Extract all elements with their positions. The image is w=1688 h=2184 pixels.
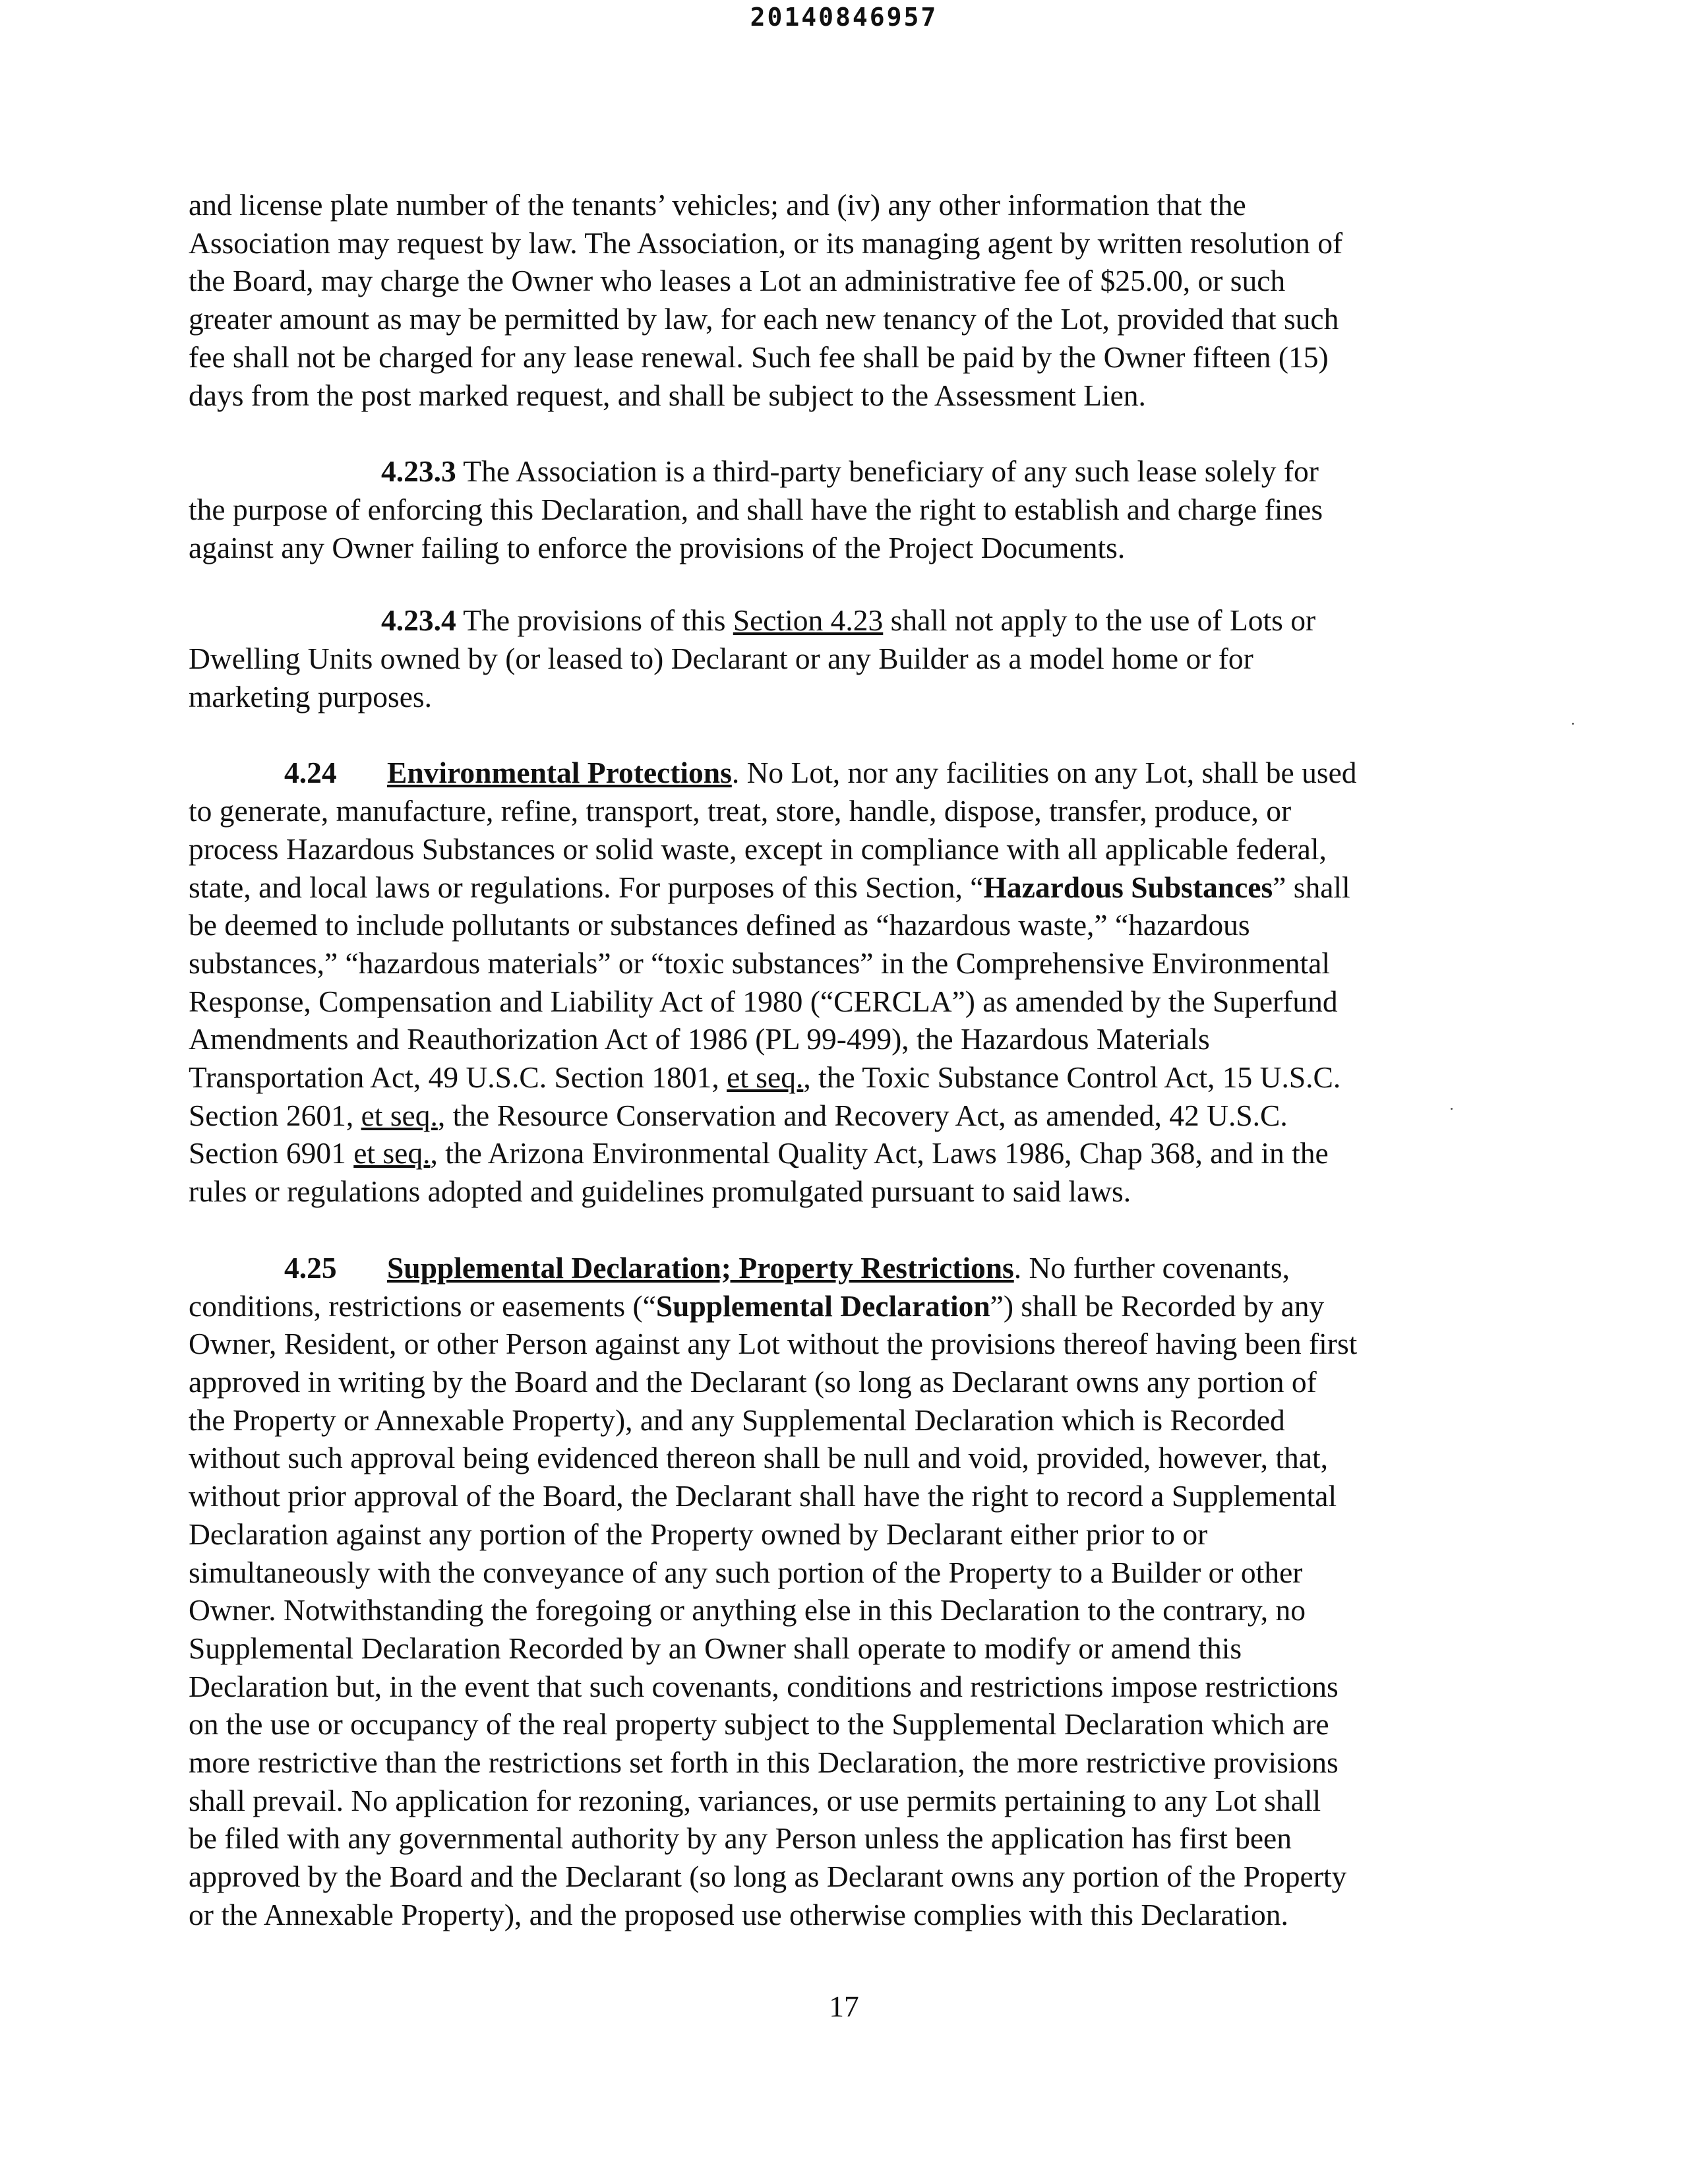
text-line: approved in writing by the Board and the Declarant (so long as Declarant owns any portion of	[189, 1364, 1317, 1399]
section-number: 4.24	[284, 756, 337, 790]
section-number: 4.25	[284, 1250, 337, 1285]
text-line: 4.24 Environmental Protections. No Lot, nor any facilities on any Lot, shall be used	[189, 754, 1494, 792]
text-line: or the Annexable Property), and the proposed use otherwise complies with this Declaration.	[189, 1897, 1288, 1931]
text-line: be deemed to include pollutants or substances defined as “hazardous waste,” “hazardous	[189, 908, 1250, 942]
text-line: Declaration but, in the event that such covenants, conditions and restrictions impose restrictions	[189, 1669, 1339, 1703]
text-line: the purpose of enforcing this Declaration, and shall have the right to establish and charge fines	[189, 492, 1323, 526]
document-body	[189, 186, 1494, 1934]
text-line: Section 2601, et seq., the Resource Conservation and Recovery Act, as amended, 42 U.S.C.	[189, 1098, 1288, 1132]
text-line: Association may request by law. The Association, or its managing agent by written resolution of	[189, 226, 1343, 260]
text-line: approved by the Board and the Declarant (so long as Declarant owns any portion of the Property	[189, 1860, 1347, 1894]
section-4-24	[189, 754, 1494, 1210]
page-number: 17	[829, 1989, 859, 2023]
text-line: and license plate number of the tenants’ vehicles; and (iv) any other information that the	[189, 188, 1246, 222]
text-line: Declaration against any portion of the Property owned by Declarant either prior to or	[189, 1517, 1208, 1551]
section-number: 4.23.3	[381, 454, 456, 489]
section-heading: Environmental Protections	[387, 756, 732, 790]
text-line: Owner, Resident, or other Person against any Lot without the provisions thereof having been first	[189, 1327, 1358, 1361]
text-line: marketing purposes.	[189, 679, 432, 713]
text-line: 4.25 Supplemental Declaration; Property Restrictions. No further covenants,	[189, 1249, 1494, 1287]
document-number: 20140846957	[750, 3, 938, 32]
text-line: conditions, restrictions or easements (“Supplemental Declaration”) shall be Recorded by any	[189, 1289, 1325, 1323]
text-line: process Hazardous Substances or solid waste, except in compliance with all applicable federal,	[189, 832, 1327, 866]
text-line: the Property or Annexable Property), and any Supplemental Declaration which is Recorded	[189, 1403, 1285, 1437]
defined-term: Hazardous Substances	[983, 870, 1273, 904]
text-line: Dwelling Units owned by (or leased to) Declarant or any Builder as a model home or for	[189, 642, 1253, 676]
text-line: on the use or occupancy of the real property subject to the Supplemental Declaration which are	[189, 1707, 1329, 1742]
text-line: Amendments and Reauthorization Act of 1986 (PL 99-499), the Hazardous Materials	[189, 1022, 1210, 1056]
text-line: Response, Compensation and Liability Act of 1980 (“CERCLA”) as amended by the Superfund	[189, 984, 1338, 1018]
section-heading: Supplemental Declaration; Property Restrictions	[387, 1250, 1014, 1285]
text-line: Owner. Notwithstanding the foregoing or anything else in this Declaration to the contrary, no	[189, 1593, 1306, 1627]
text-line: to generate, manufacture, refine, transport, treat, store, handle, dispose, transfer, produce, or	[189, 794, 1292, 828]
paragraph-lease-information	[189, 186, 1494, 414]
text-line: more restrictive than the restrictions set forth in this Declaration, the more restrictive provisions	[189, 1745, 1339, 1780]
text-line: without prior approval of the Board, the Declarant shall have the right to record a Supplemental	[189, 1479, 1337, 1513]
section-4-25	[189, 1249, 1494, 1934]
text-line: shall prevail. No application for rezoning, variances, or use permits pertaining to any Lot shall	[189, 1783, 1321, 1817]
text-line: days from the post marked request, and shall be subject to the Assessment Lien.	[189, 378, 1146, 412]
text-line: greater amount as may be permitted by law, for each new tenancy of the Lot, provided that such	[189, 302, 1339, 336]
text-line: fee shall not be charged for any lease renewal. Such fee shall be paid by the Owner fifteen (15)	[189, 340, 1329, 374]
text-line: Section 6901 et seq., the Arizona Environmental Quality Act, Laws 1986, Chap 368, and in the	[189, 1136, 1329, 1170]
text-line: against any Owner failing to enforce the provisions of the Project Documents.	[189, 530, 1126, 564]
text-line: Supplemental Declaration Recorded by an Owner shall operate to modify or amend this	[189, 1631, 1242, 1665]
scan-speck	[1572, 723, 1574, 725]
defined-term: Supplemental Declaration	[655, 1289, 990, 1323]
section-4-23-3	[189, 452, 1494, 566]
text-line: Transportation Act, 49 U.S.C. Section 1801, et seq., the Toxic Substance Control Act, 15 U.S.C.	[189, 1060, 1341, 1095]
text-line: 4.23.4 The provisions of this Section 4.23 shall not apply to the use of Lots or	[381, 603, 1316, 638]
section-4-23-4	[189, 601, 1494, 715]
text-line: be filed with any governmental authority by any Person unless the application has first been	[189, 1821, 1292, 1856]
text-line: 4.23.3 The Association is a third-party beneficiary of any such lease solely for	[381, 454, 1319, 489]
text-line: without such approval being evidenced thereon shall be null and void, provided, however, that,	[189, 1441, 1328, 1475]
text-line: substances,” “hazardous materials” or “toxic substances” in the Comprehensive Environmental	[189, 946, 1330, 980]
text-line: simultaneously with the conveyance of any such portion of the Property to a Builder or other	[189, 1555, 1303, 1589]
text-line: state, and local laws or regulations. For purposes of this Section, “Hazardous Substances” shall	[189, 870, 1350, 904]
text-line: rules or regulations adopted and guidelines promulgated pursuant to said laws.	[189, 1174, 1131, 1209]
text-line: the Board, may charge the Owner who leases a Lot an administrative fee of $25.00, or such	[189, 264, 1286, 298]
scan-speck	[1451, 1108, 1453, 1110]
section-number: 4.23.4	[381, 603, 456, 638]
section-reference: Section 4.23	[733, 603, 884, 638]
